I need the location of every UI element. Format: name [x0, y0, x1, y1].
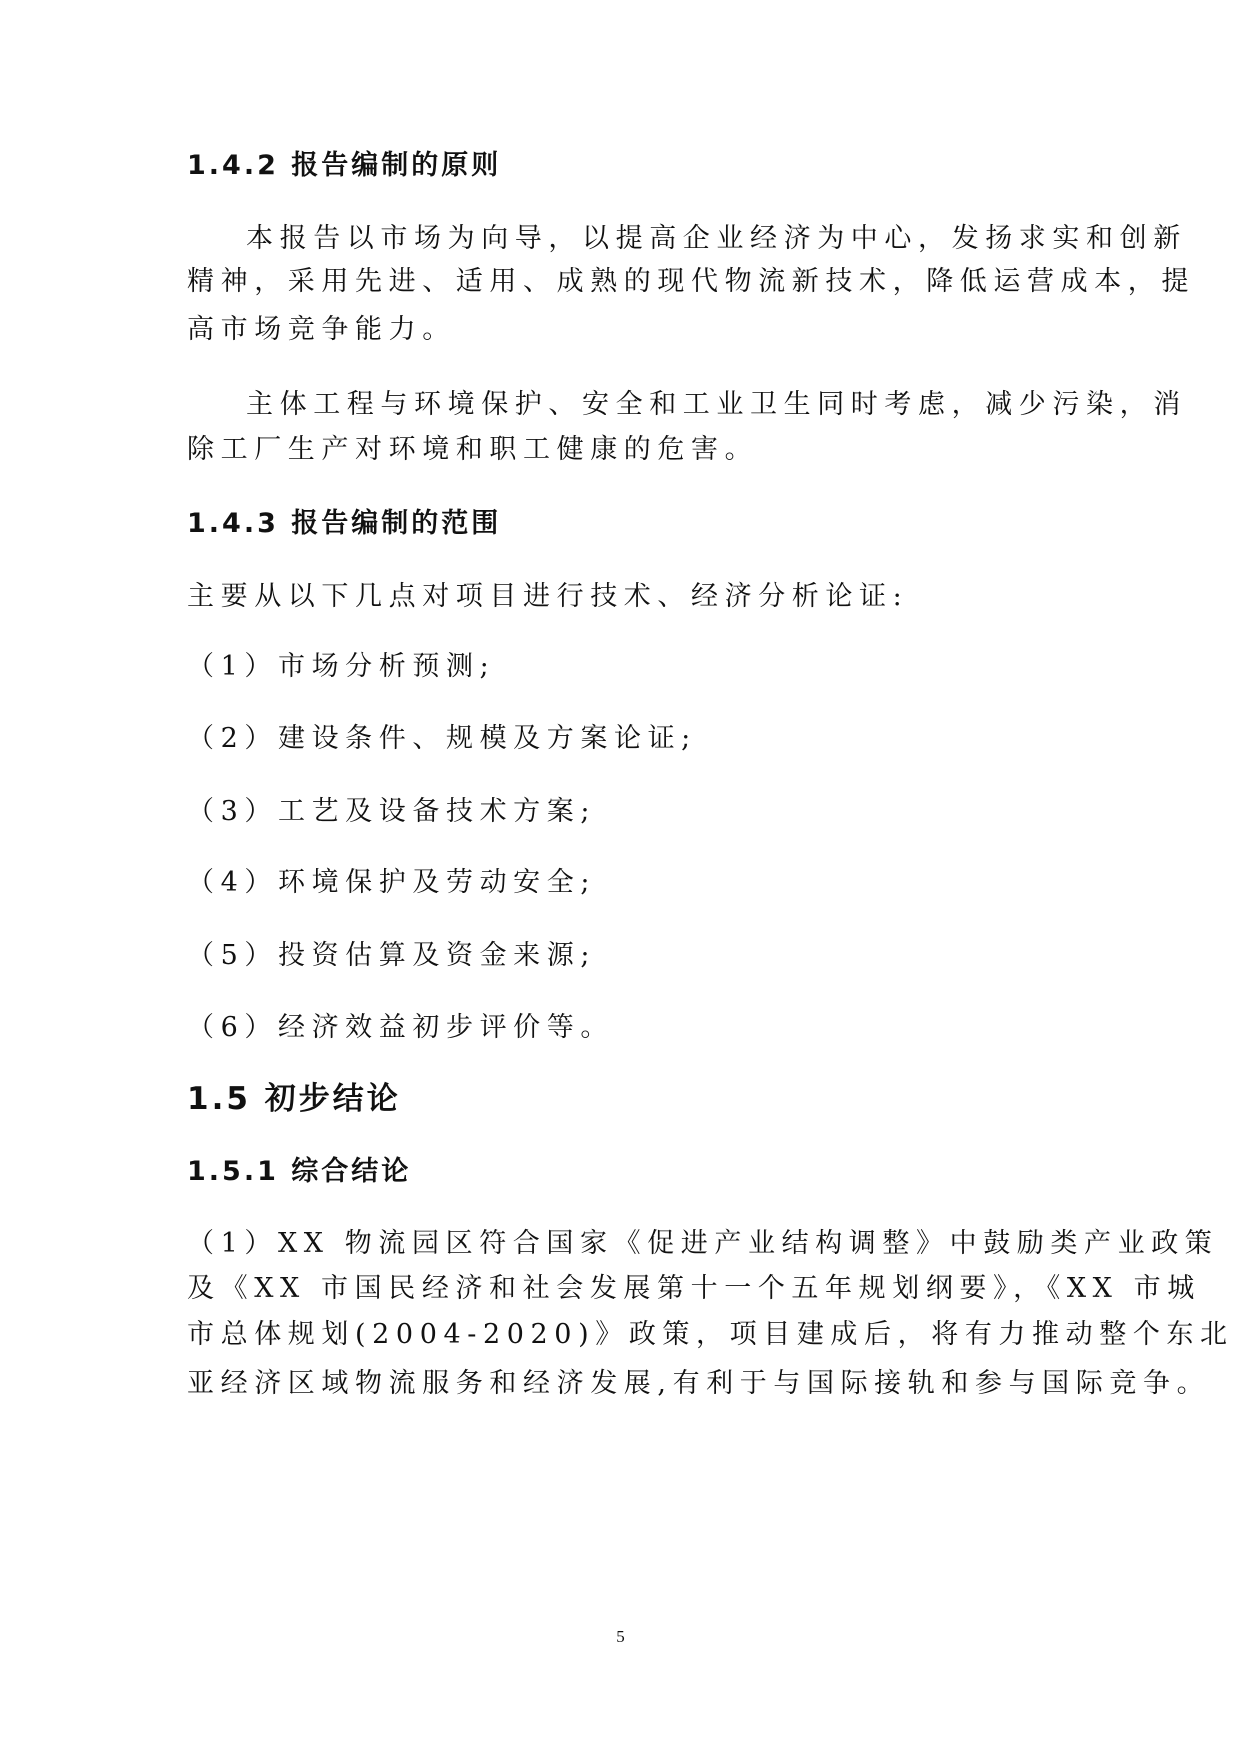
scope-item-2: （2）建设条件、规模及方案论证;: [187, 723, 697, 754]
section-heading-1-4-3: 1.4.3 报告编制的范围: [187, 508, 502, 539]
conclusion-line-1: （1）XX 物流园区符合国家《促进产业结构调整》中鼓励类产业政策: [187, 1228, 1219, 1259]
section-heading-1-5-1: 1.5.1 综合结论: [187, 1156, 412, 1187]
scope-item-4: （4）环境保护及劳动安全;: [187, 867, 597, 898]
section-heading-1-5: 1.5 初步结论: [187, 1081, 401, 1117]
paragraph-principle-line-2: 精神，采用先进、适用、成熟的现代物流新技术，降低运营成本，提: [187, 266, 1195, 297]
section-heading-1-4-2: 1.4.2 报告编制的原则: [187, 150, 502, 181]
page-number: 5: [616, 1627, 625, 1646]
paragraph-principle-line-3: 高市场竞争能力。: [187, 314, 456, 345]
scope-intro: 主要从以下几点对项目进行技术、经济分析论证:: [187, 581, 909, 612]
paragraph-principle-line-1: 本报告以市场为向导，以提高企业经济为中心，发扬求实和创新: [246, 223, 1187, 254]
scope-item-3: （3）工艺及设备技术方案;: [187, 796, 597, 827]
paragraph-environment-line-1: 主体工程与环境保护、安全和工业卫生同时考虑，减少污染，消: [246, 389, 1187, 420]
paragraph-environment-line-2: 除工厂生产对环境和职工健康的危害。: [187, 434, 759, 465]
conclusion-line-2: 及《XX 市国民经济和社会发展第十一个五年规划纲要》，《XX 市城: [187, 1273, 1201, 1304]
conclusion-line-3: 市总体规划(2004-2020)》政策，项目建成后，将有力推动整个东北: [187, 1319, 1234, 1350]
conclusion-line-4: 亚经济区域物流服务和经济发展,有利于与国际接轨和参与国际竞争。: [187, 1368, 1211, 1399]
scope-item-6: （6）经济效益初步评价等。: [187, 1012, 614, 1043]
scope-item-1: （1）市场分析预测;: [187, 651, 496, 682]
scope-item-5: （5）投资估算及资金来源;: [187, 940, 597, 971]
